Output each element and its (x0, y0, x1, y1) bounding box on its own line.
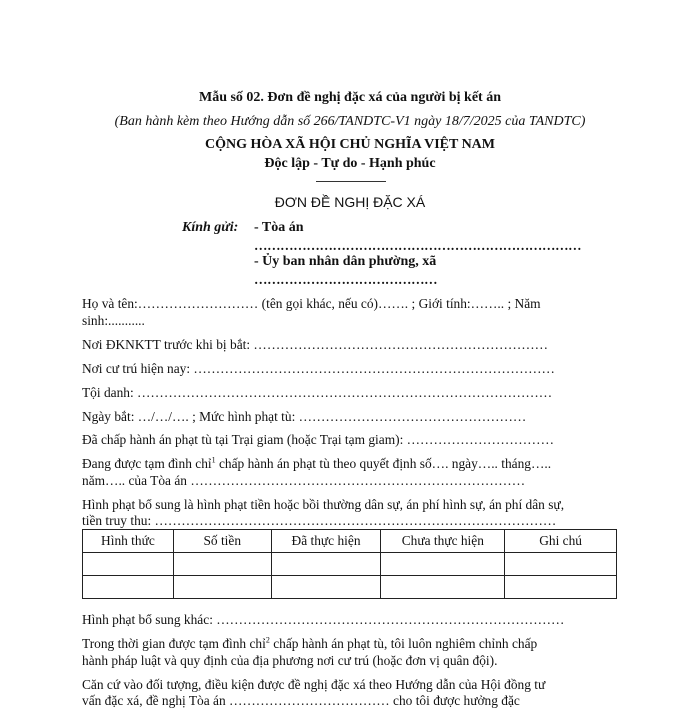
compliance-text-a: Trong thời gian được tạm đình chỉ (82, 636, 266, 651)
table-header-cell: Chưa thực hiện (381, 530, 505, 553)
table-header-cell: Ghi chú (505, 530, 617, 553)
table-cell[interactable] (271, 553, 381, 576)
prison-line: Đã chấp hành án phạt tù tại Trại giam (hoặc Trại tạm giam): …………………………… (82, 432, 554, 447)
crime-line: Tội danh: ………………………………………………………………………………… (82, 385, 553, 400)
compliance-text-b: chấp hành án phạt tù, tôi luôn nghiêm chỉnh chấp (269, 636, 538, 651)
table-cell[interactable] (173, 576, 271, 599)
table-header-row (83, 530, 617, 553)
issued-note: (Ban hành kèm theo Hướng dẫn số 266/TANDTC-V1 ngày 18/7/2025 của TANDTC) (114, 114, 586, 129)
recipient-committee-line: …………………………………… (254, 272, 438, 287)
table-cell[interactable] (505, 553, 617, 576)
table-cell[interactable] (381, 576, 505, 599)
table-cell[interactable] (381, 553, 505, 576)
name-line: Họ và tên:……………………… (tên gọi khác, nếu có)……. ; Giới tính:…….. ; Năm (82, 296, 541, 311)
additional-penalty-line: Hình phạt bổ sung là hình phạt tiền hoặc bồi thường dân sự, án phí hình sự, án phí dân sự, (82, 497, 565, 512)
other-penalty-line: Hình phạt bổ sung khác: …………………………………………………………………… (82, 612, 565, 627)
recipient-court-line: ………………………………………………………………… (254, 238, 582, 253)
arrest-date-line: Ngày bắt: …/…/…. ; Mức hình phạt tù: …………………………………………… (82, 409, 527, 424)
header-divider (316, 181, 386, 182)
table-row (83, 576, 617, 599)
table-header-cell: Đã thực hiện (271, 530, 381, 553)
table-cell[interactable] (83, 576, 174, 599)
recipient-court: - Tòa án (254, 220, 304, 235)
table-cell[interactable] (173, 553, 271, 576)
residence-now-line: Nơi cư trú hiện nay: ……………………………………………………………………… (82, 361, 555, 376)
suspended-line-2: năm….. của Tòa án ………………………………………………………………… (82, 473, 526, 488)
suspended-line (82, 456, 551, 472)
table-header-cell: Số tiền (173, 530, 271, 553)
table-cell[interactable] (271, 576, 381, 599)
table-row (83, 553, 617, 576)
suspended-text-a: Đang được tạm đình chỉ (82, 456, 212, 471)
residence-before-line: Nơi ĐKNKTT trước khi bị bắt: ………………………………………………………… (82, 337, 549, 352)
birth-line: sinh:........... (82, 313, 145, 328)
recipient-committee: - Ủy ban nhân dân phường, xã (254, 254, 437, 269)
compliance-line-2: hành pháp luật và quy định của địa phương nơi cư trú (hoặc đơn vị quân đội). (82, 653, 498, 668)
motto: Độc lập - Tự do - Hạnh phúc (264, 156, 436, 171)
suspended-text-b: chấp hành án phạt tù theo quyết định số…. ngày….. tháng….. (215, 456, 552, 471)
form-title: Mẫu số 02. Đơn đề nghị đặc xá của người bị kết án (198, 90, 501, 105)
table-cell[interactable] (83, 553, 174, 576)
nation-heading: CỘNG HÒA XÃ HỘI CHỦ NGHĨA VIỆT NAM (204, 137, 495, 152)
table-header-cell: Hình thức (83, 530, 174, 553)
arrears-line: tiền truy thu: ……………………………………………………………………………… (82, 513, 557, 528)
footnote-1-marker: 1 (211, 455, 216, 465)
recipients-label: Kính gửi: (182, 220, 239, 235)
penalty-table (82, 529, 617, 599)
document-title: ĐƠN ĐỀ NGHỊ ĐẶC XÁ (274, 194, 426, 210)
basis-line: Căn cứ vào đối tượng, điều kiện được đề nghị đặc xá theo Hướng dẫn của Hội đồng tư (82, 677, 546, 692)
table-cell[interactable] (505, 576, 617, 599)
basis-line-2: vấn đặc xá, đề nghị Tòa án ……………………………… cho tôi được hưởng đặc (82, 693, 520, 708)
footnote-2-marker: 2 (265, 635, 270, 645)
compliance-line (82, 636, 537, 652)
